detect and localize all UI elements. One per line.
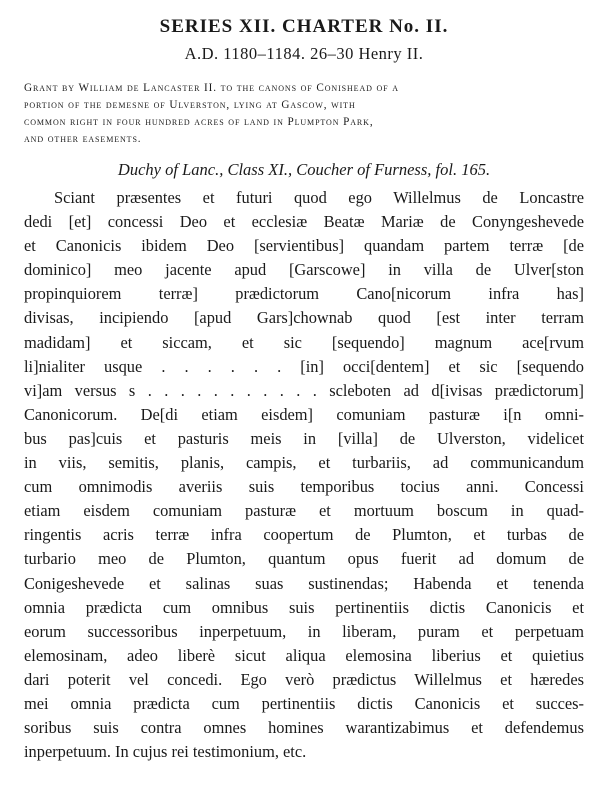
text-line: etiam eisdem comuniam pasturæ et mortuum boscum in quad- — [24, 501, 584, 521]
text-line: mei omnia prædicta cum pertinentiis dictis Canonicis et succes- — [24, 693, 584, 713]
source-citation: Duchy of Lanc., Class XI., Coucher of Furness, fol. 165. — [117, 160, 491, 179]
grant-line: and other easements. — [24, 133, 142, 145]
text-line: in viis, semitis, planis, campis, et turbariis, ad communicandum — [24, 453, 584, 473]
text-line: elemosinam, adeo liberè sicut aliqua elemosina liberius et quietius — [24, 645, 584, 665]
text-line: Canonicorum. De[di etiam eisdem] comuniam pasturæ i[n omni- — [24, 404, 584, 424]
date-text: 1180–1184. 26–30 Henry II. — [223, 44, 424, 63]
date-prefix: A.D. — [184, 44, 219, 63]
text-line: Conigeshevede et salinas suas sustinendas; Habenda et tenenda — [24, 573, 584, 593]
series-title: SERIES XII. CHARTER No. II. — [159, 16, 449, 37]
text-line: vi]am versus s . . . . . . . . . . . scleboten ad d[ivisas prædictorum] — [24, 380, 584, 400]
text-line: et Canonicis ibidem Deo [servientibus] quandam partem terræ [de — [24, 236, 584, 256]
text-line: soribus suis contra omnes homines warantizabimus et defendemus — [24, 718, 584, 738]
text-line: dedi [et] concessi Deo et ecclesiæ Beatæ Mariæ de Conyngeshevede — [24, 212, 584, 232]
text-line: li]nialiter usque . . . . . . [in] occi[dentem] et sic [sequendo — [24, 356, 584, 376]
grant-summary — [24, 80, 584, 148]
text-line: inperpetuum. In cujus rei testimonium, etc. — [24, 742, 307, 762]
text-line: eorum successoribus inperpetuum, in liberam, puram et perpetuam — [24, 621, 584, 641]
text-line: divisas, incipiendo [apud Gars]chownab quod [est inter terram — [24, 308, 584, 328]
text-line: dominico] meo jacente apud [Garscowe] in villa de Ulver[ston — [24, 260, 584, 280]
charter-text — [24, 186, 584, 764]
text-line: bus pas]cuis et pasturis meis in [villa] de Ulverston, videlicet — [24, 428, 584, 448]
grant-line: common right in four hundred acres of land in Plumpton Park, — [24, 116, 374, 128]
text-line: cum omnimodis averiis suis temporibus tocius anni. Concessi — [24, 477, 584, 497]
text-line: dari poterit vel concedi. Ego verò prædictus Willelmus et hæredes — [24, 669, 584, 689]
grant-line: portion of the demesne of Ulverston, lying at Gascow, with — [24, 99, 356, 111]
text-line: omnia prædicta cum omnibus suis pertinentiis dictis Canonicis et — [24, 597, 584, 617]
text-line: ringentis acris terræ infra coopertum de Plumton, et turbas de — [24, 525, 584, 545]
text-line: turbario meo de Plumton, quantum opus fuerit ad domum de — [24, 549, 584, 569]
text-line: propinquiorem terræ] prædictorum Cano[nicorum infra has] — [24, 284, 584, 304]
date-line — [24, 42, 584, 66]
grant-line: Grant by William de Lancaster II. to the canons of Conishead of a — [24, 82, 399, 94]
text-line: madidam] et siccam, et sic [sequendo] magnum ace[rvum — [24, 332, 584, 352]
text-line: Sciant præsentes et futuri quod ego Willelmus de Loncastre — [54, 188, 584, 207]
